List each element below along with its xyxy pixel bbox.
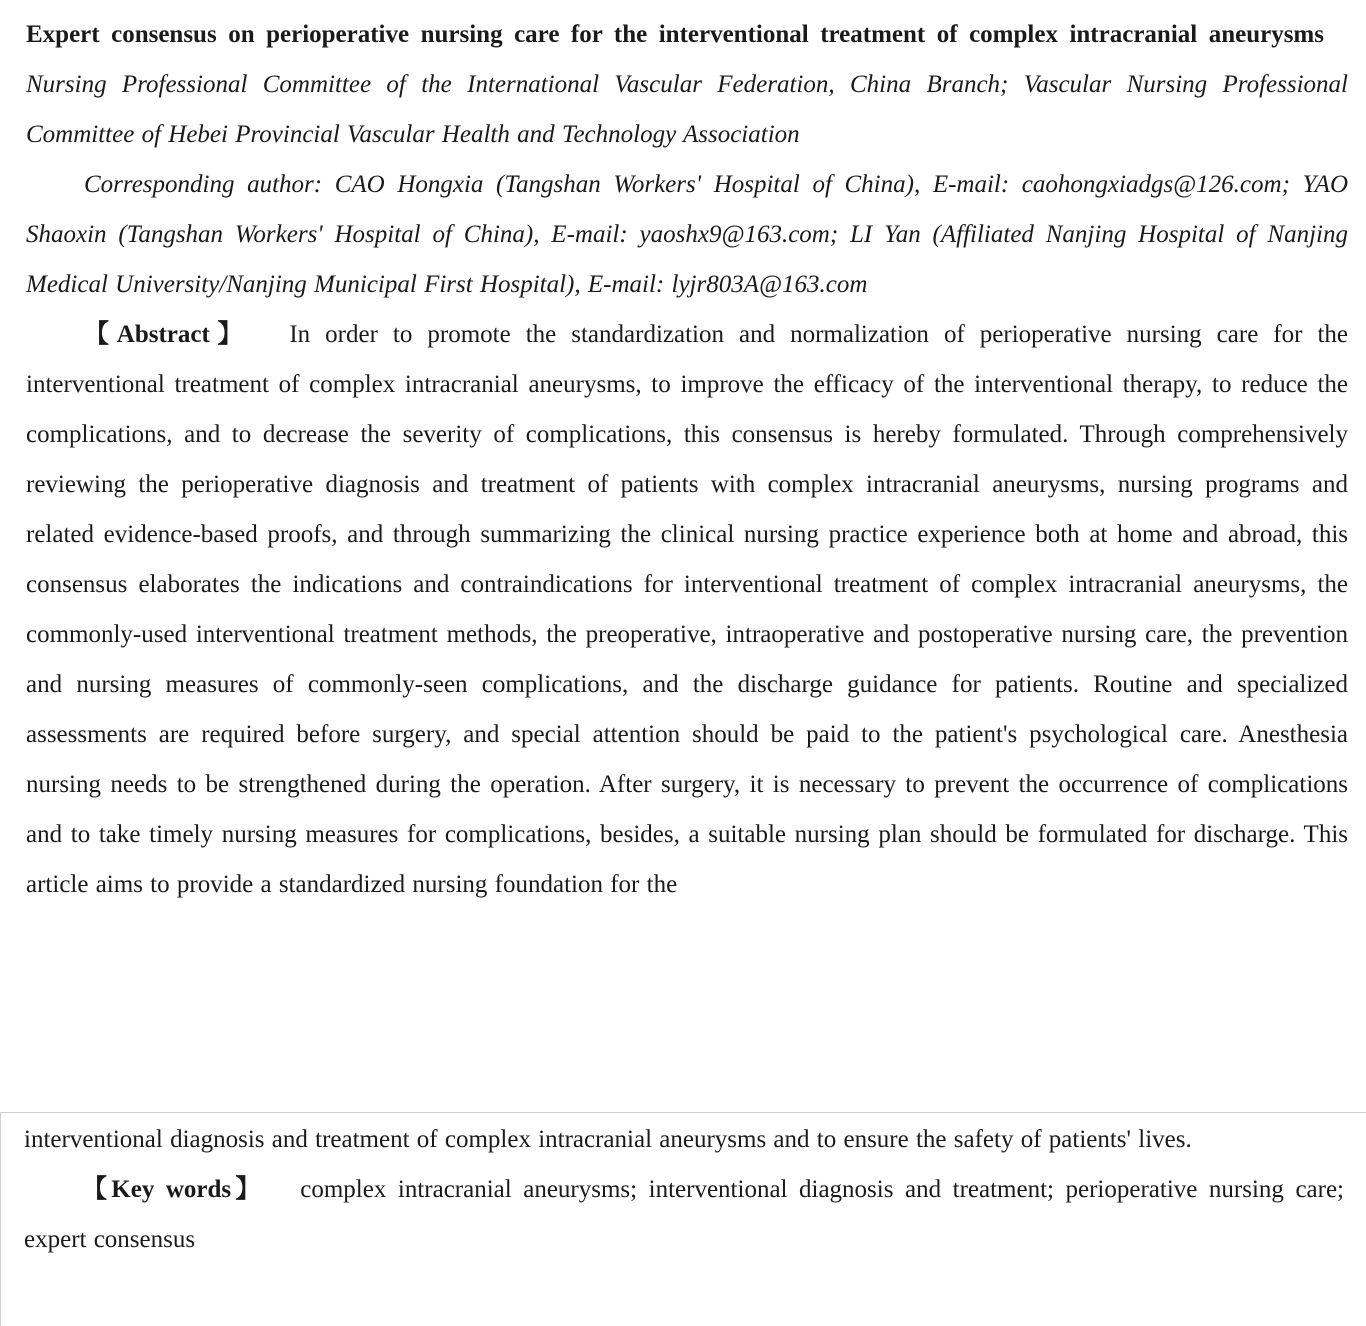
keywords-label: 【Key words】 [82, 1176, 265, 1203]
article-front-matter [26, 10, 1348, 910]
abstract-label: 【Abstract】 [84, 321, 251, 348]
keywords-text: complex intracranial aneurysms; interventional diagnosis and treatment; perioperative nursing care; expert consensus [24, 1176, 1345, 1253]
abstract-paragraph [26, 310, 1348, 910]
article-title: Expert consensus on perioperative nursing care for the interventional treatment of complex intracranial aneurysms [26, 21, 1324, 48]
lower-section [0, 1112, 1366, 1326]
abstract-text: In order to promote the standardization and normalization of perioperative nursing care for the interventional treatment of complex intracranial aneurysms, to improve the efficacy of the interventional therapy, to reduce the complications, and to decrease the severity of complications, this consensus is hereby formulated. Through comprehensively reviewing the perioperative diagnosis and treatment of patients with complex intracranial aneurysms, nursing programs and related evidence-based proofs, and through summarizing the clinical nursing practice experience both at home and abroad, this consensus elaborates the indications and contraindications for interventional treatment of complex intracranial aneurysms, the commonly-used interventional treatment methods, the preoperative, intraoperative and postoperative nursing care, the prevention and nursing measures of commonly-seen complications, and the discharge guidance for patients. Routine and specialized assessments are required before surgery, and special attention should be paid to the patient's psychological care. Anesthesia nursing needs to be strengthened during the operation. After surgery, it is necessary to prevent the occurrence of complications and to take timely nursing measures for complications, besides, a suitable nursing plan should be formulated for discharge. This article aims to provide a standardized nursing foundation for the [26, 321, 1348, 898]
author-affiliations: Nursing Professional Committee of the International Vascular Federation, China Branch; Vascular Nursing Professional Committee of Hebei Provincial Vascular Health and Technology Association [26, 71, 1348, 148]
abstract-continuation: interventional diagnosis and treatment of complex intracranial aneurysms and to ensure the safety of patients' lives. [24, 1126, 1192, 1153]
title-author-block [26, 10, 1348, 160]
corresponding-authors: Corresponding author: CAO Hongxia (Tangshan Workers' Hospital of China), E-mail: caohongxiadgs@126.com; YAO Shaoxin (Tangshan Workers' Hospital of China), E-mail: yaoshx9@163.com; LI Yan (Affiliated Nanjing Hospital of Nanjing Medical University/Nanjing Municipal First Hospital), E-mail: lyjr803A@163.com [26, 171, 1348, 298]
keywords-paragraph [24, 1165, 1344, 1265]
